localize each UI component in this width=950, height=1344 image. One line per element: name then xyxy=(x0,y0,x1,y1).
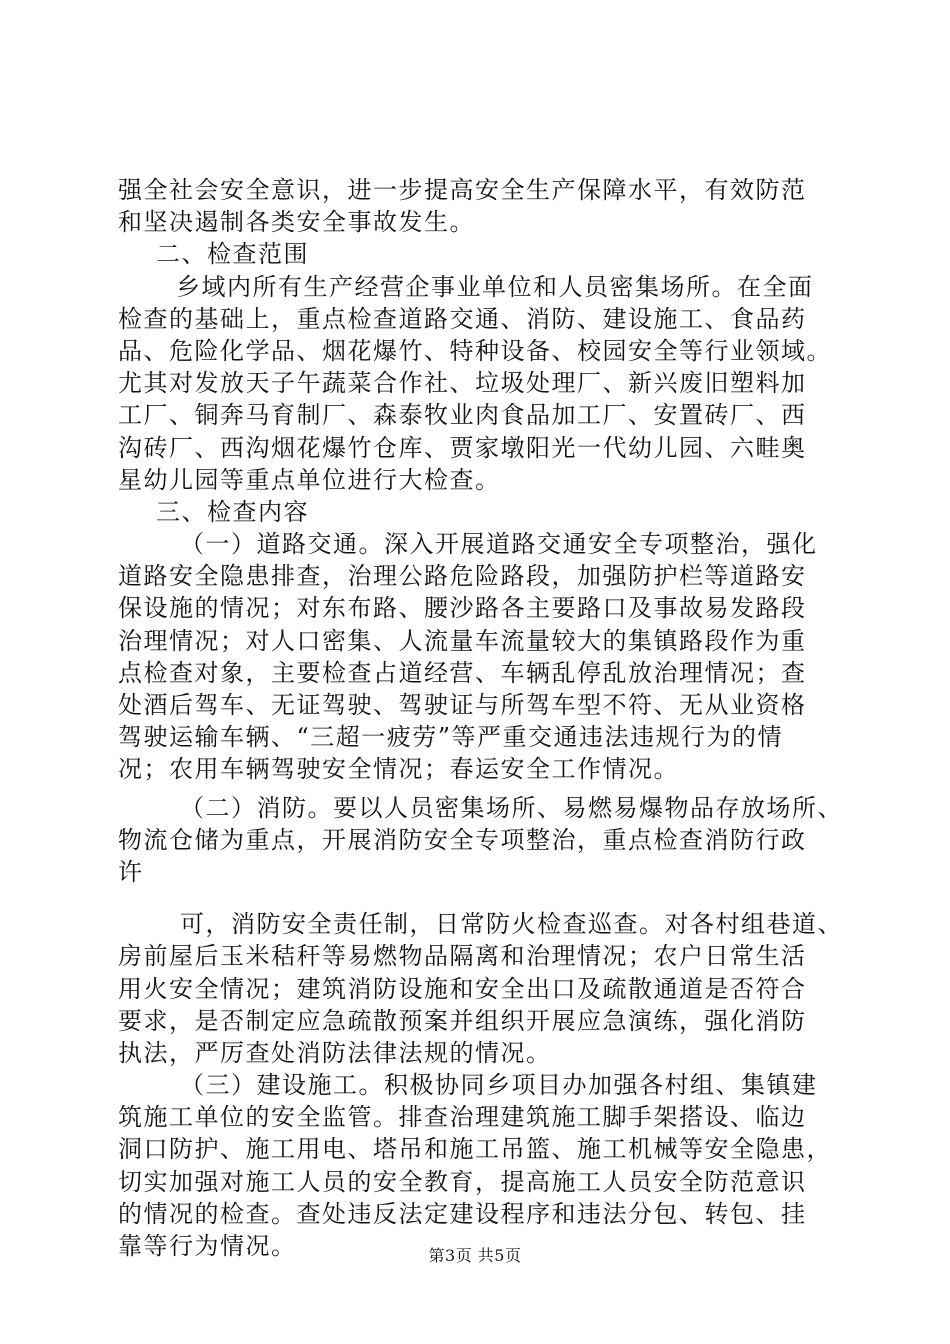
paragraph-line: 洞口防护、施工用电、塔吊和施工吊篮、施工机械等安全隐患， xyxy=(118,1135,832,1164)
paragraph-line: 切实加强对施工人员的安全教育，提高施工人员安全防范意识 xyxy=(118,1167,807,1196)
paragraph-line: 用火安全情况；建筑消防设施和安全出口及疏散通道是否符合 xyxy=(118,974,807,1003)
paragraph-line: （三）建设施工。积极协同乡项目办加强各村组、集镇建 xyxy=(180,1071,818,1100)
paragraph-line: 沟砖厂、西沟烟花爆竹仓库、贾家墩阳光一代幼儿园、六畦奥 xyxy=(118,433,807,462)
paragraph-line: 靠等行为情况。 xyxy=(118,1232,297,1260)
paragraph-line: （一）道路交通。深入开展道路交通安全专项整治，强化 xyxy=(180,530,818,559)
paragraph-line: 的情况的检查。查处违反法定建设程序和违法分包、转包、挂 xyxy=(118,1199,807,1228)
paragraph-line: 可，消防安全责任制，日常防火检查巡查。对各村组巷道、 xyxy=(180,910,843,939)
paragraph-line: 筑施工单位的安全监管。排查治理建筑施工脚手架搭设、临边 xyxy=(118,1103,807,1132)
paragraph-line: 星幼儿园等重点单位进行大检查。 xyxy=(118,465,501,494)
paragraph-line: 检查的基础上，重点检查道路交通、消防、建设施工、食品药 xyxy=(118,304,807,333)
paragraph-line: 执法，严厉查处消防法律法规的情况。 xyxy=(118,1038,552,1067)
paragraph-line: 况；农用车辆驾驶安全情况；春运安全工作情况。 xyxy=(118,755,679,784)
page-number-footer: 第3页 共5页 xyxy=(428,1246,522,1265)
paragraph-line: 许 xyxy=(118,857,144,886)
paragraph-line: 房前屋后玉米秸秆等易燃物品隔离和治理情况；农户日常生活 xyxy=(118,942,807,971)
paragraph-line: 物流仓储为重点，开展消防安全专项整治，重点检查消防行政 xyxy=(118,825,807,854)
paragraph-line: 工厂、铜奔马育制厂、森泰牧业肉食品加工厂、安置砖厂、西 xyxy=(118,401,807,430)
paragraph-line: 处酒后驾车、无证驾驶、驾驶证与所驾车型不符、无从业资格 xyxy=(118,691,807,719)
section-heading-content: 三、检查内容 xyxy=(156,497,309,526)
paragraph-line: （二）消防。要以人员密集场所、易燃易爆物品存放场所、 xyxy=(180,793,843,822)
paragraph-line: 道路安全隐患排查，治理公路危险路段，加强防护栏等道路安 xyxy=(118,562,807,591)
paragraph-line: 点检查对象，主要检查占道经营、车辆乱停乱放治理情况；查 xyxy=(118,658,807,687)
section-heading-scope: 二、检查范围 xyxy=(156,240,309,269)
paragraph-line: 治理情况；对人口密集、人流量车流量较大的集镇路段作为重 xyxy=(118,626,807,655)
paragraph-line: 强全社会安全意识，进一步提高安全生产保障水平，有效防范 xyxy=(118,176,807,204)
paragraph-line: 保设施的情况；对东布路、腰沙路各主要路口及事故易发路段 xyxy=(118,594,807,623)
paragraph-line: 驾驶运输车辆、“三超一疲劳”等严重交通违法违规行为的情 xyxy=(118,723,784,752)
paragraph-line: 要求，是否制定应急疏散预案并组织开展应急演练，强化消防 xyxy=(118,1006,807,1035)
paragraph-line: 和坚决遏制各类安全事故发生。 xyxy=(118,208,475,237)
paragraph-line: 品、危险化学品、烟花爆竹、特种设备、校园安全等行业领域。 xyxy=(118,336,832,365)
paragraph-gap xyxy=(118,888,838,908)
paragraph-line: 乡域内所有生产经营企事业单位和人员密集场所。在全面 xyxy=(176,272,814,301)
paragraph-line: 尤其对发放天子午蔬菜合作社、垃圾处理厂、新兴废旧塑料加 xyxy=(118,369,807,398)
document-body xyxy=(118,174,843,1262)
